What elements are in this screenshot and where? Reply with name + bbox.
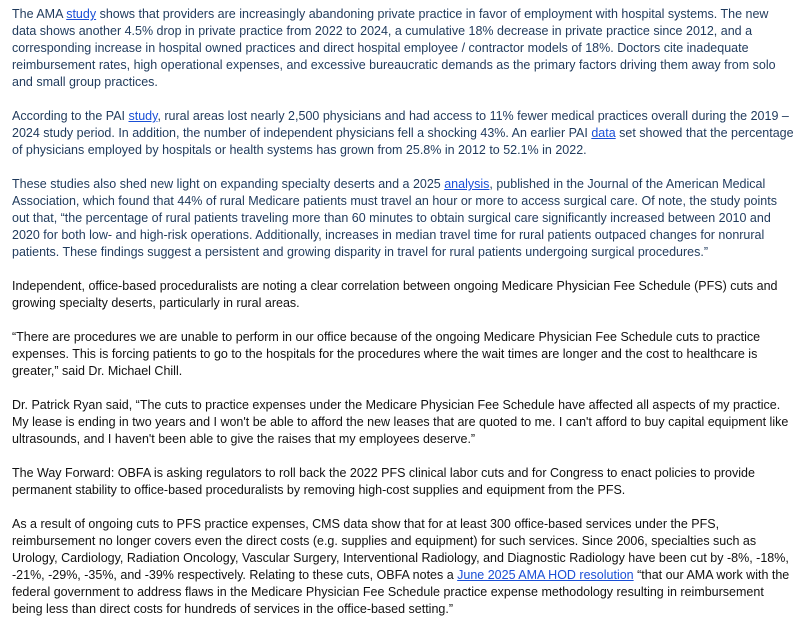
pai-study-link[interactable]: study	[128, 109, 158, 123]
pai-data-link[interactable]: data	[591, 126, 616, 140]
text-segment: Dr. Patrick Ryan said, “The cuts to practice expenses under the Medicare Physician Fee Schedule have affected all aspects of my practice. My lease is ending in two years and I won't be able to afford the new leases that are quoted to me. I can't afford to buy capital equipment like ultrasounds, and I haven't been able to give the raises that my employees deserve.”	[12, 398, 789, 446]
text-segment: Independent, office-based proceduralists are noting a clear correlation between ongoing Medicare Physician Fee Schedule (PFS) cuts and growing specialty deserts, particularly in rural areas.	[12, 279, 778, 310]
paragraph-specialty-deserts	[12, 176, 796, 261]
ama-study-link[interactable]: study	[66, 7, 97, 21]
paragraph-cms-data	[12, 516, 796, 618]
paragraph-proceduralists	[12, 278, 796, 312]
text-segment: The Way Forward: OBFA is asking regulators to roll back the 2022 PFS clinical labor cuts and for Congress to enact policies to provide permanent stability to office-based proceduralists by removing high-cost supplies and equipment from the PFS.	[12, 466, 755, 497]
paragraph-ryan-quote	[12, 397, 796, 448]
text-segment: According to the PAI	[12, 109, 129, 123]
text-segment: shows that providers are increasingly abandoning private practice in favor of employment with hospital systems. The new data shows another 4.5% drop in private practice from 2022 to 2024, a cumulative 18% decrease in private practice since 2012, and a corresponding increase in hospital owned practices and direct hospital employee / contractor models of 18%. Doctors cite inadequate reimbursement rates, high operational expenses, and excessive bureaucratic demands as the primary factors driving them away from solo and small group practices.	[12, 7, 776, 89]
text-segment: As a result of ongoing cuts to PFS practice expenses, CMS data show that for at least 300 office-based services under the PFS, reimbursement no longer covers even the direct costs (e.g. supplies and equipment) for such services. Since 2006, specialties such as Urology, Cardiology, Radiation Oncology, Vascular Surgery, Interventional Radiology, and Diagnostic Radiology have been cut by -8%, -18%, -21%, -29%, -35%, and -39% respectively. Relating to these cuts, OBFA notes a	[12, 517, 789, 582]
paragraph-way-forward	[12, 465, 796, 499]
paragraph-chill-quote	[12, 329, 796, 380]
text-segment: , rural areas lost nearly 2,500 physicians and had access to 11% fewer medical practices overall during the 2019 – 2024 study period. In addition, the number of independent physicians fell a shocking 43%. An earlier PAI	[12, 109, 789, 140]
text-segment: The AMA	[12, 7, 67, 21]
paragraph-ama-study	[12, 6, 796, 91]
text-segment: , published in the Journal of the American Medical Association, which found that 44% of rural Medicare patients must travel an hour or more to access surgical care. Of note, the study points out that, “the percentage of rural patients traveling more than 60 minutes to obtain surgical care significantly increased between 2010 and 2020 for both low- and high-risk operations. Additionally, increases in median travel time for rural patients outpaced changes for nonrural patients. These findings suggest a persistent and growing disparity in travel for rural patients undergoing surgical procedures.”	[12, 177, 777, 259]
text-segment: These studies also shed new light on expanding specialty deserts and a 2025	[12, 177, 445, 191]
text-segment: “that our AMA work with the federal government to address flaws in the Medicare Physician Fee Schedule practice expense methodology resulting in reimbursement being less than direct costs for hundreds of services in the office-based setting.”	[12, 568, 790, 616]
text-segment: set showed that the percentage of physicians employed by hospitals or health systems has grown from 25.8% in 2012 to 52.1% in 2022.	[12, 126, 794, 157]
text-segment: “There are procedures we are unable to perform in our office because of the ongoing Medicare Physician Fee Schedule cuts to practice expenses. This is forcing patients to go to the hospitals for the procedures where the wait times are longer and the cost to healthcare is greater,” said Dr. Michael Chill.	[12, 330, 761, 378]
analysis-link[interactable]: analysis	[444, 177, 490, 191]
ama-hod-resolution-link[interactable]: June 2025 AMA HOD resolution	[457, 568, 634, 582]
paragraph-pai-study	[12, 108, 796, 159]
